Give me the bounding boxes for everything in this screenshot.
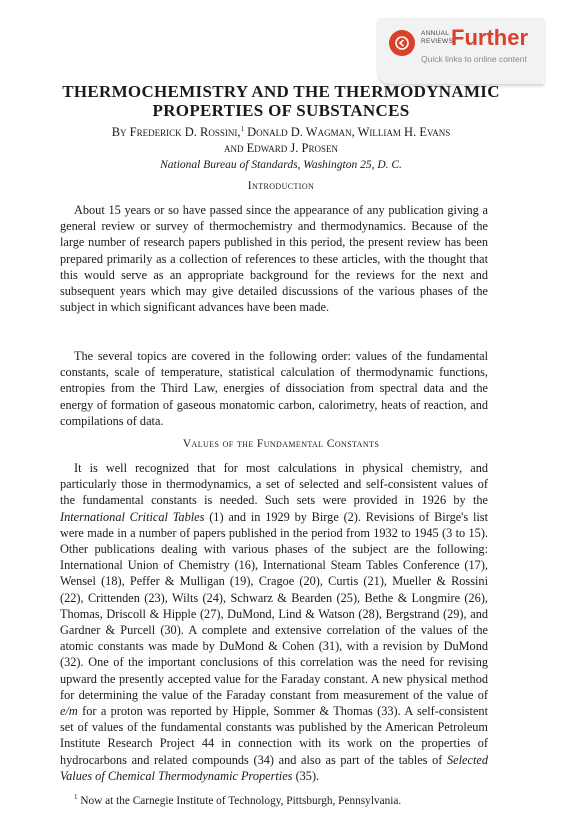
article-title bbox=[40, 82, 522, 120]
title-line-1: THERMOCHEMISTRY AND THE THERMODYNAMIC bbox=[62, 82, 500, 101]
by-word: By bbox=[111, 125, 127, 139]
author-list bbox=[40, 124, 522, 156]
footnote-ref: 1 bbox=[240, 124, 244, 133]
constants-paragraph: It is well recognized that for most calculations in physical chemistry, and particularly those in thermodynamics, a set of selected and self-consistent values of the fundamental constants is needed. Such sets were provided in 1926 by the International Critical Tables (1) and in 1929 by Birge (2). Revisions of Birge's list were made in a number of papers published in the period from 1932 to 1945 (3 to 15). Other publications dealing with various phases of the subject are the following: International Union of Chemistry (16), International Steam Tables Conference (17), Wensel (18), Peffer & Mulligan (19), Cragoe (20), Curtis (21), Mueller & Rossini (22), Crittenden (23), Wilts (24), Schwarz & Bearden (25), Bethe & Longmire (26), Thomas, Driscoll & Hipple (27), DuMond, Lind & Watson (28), Bergstrand (29), and Gardner & Purcell (30). A complete and extensive correlation of the values of the atomic constants was made by DuMond & Cohen (31), with a revision by DuMond (32). One of the important conclusions of this correlation was the need for revising upward the presently accepted value for the Faraday constant. A new physical method for determining the value of the Faraday constant from measurement of the value of e/m for a proton was reported by Hipple, Sommer & Thomas (33). A self-consistent set of values of the fundamental constants was published by the American Petroleum Institute Research Project 44 in connection with its work on the properties of hydrocarbons and related compounds (34) and also as part of the tables of Selected Values of Chemical Thermodynamic Properties (35). bbox=[60, 461, 489, 783]
footnote bbox=[60, 794, 488, 808]
further-subtitle: Quick links to online content bbox=[421, 54, 527, 64]
author-2-3: Donald D. Wagman, William H. Evans bbox=[247, 125, 451, 139]
intro-heading: Introduction bbox=[247, 180, 315, 192]
further-badge[interactable] bbox=[378, 18, 544, 84]
author-1: Frederick D. Rossini, bbox=[129, 125, 241, 139]
play-icon bbox=[389, 30, 415, 56]
author-4: and Edward J. Prosen bbox=[224, 141, 338, 155]
constants-heading: Values of the Fundamental Constants bbox=[182, 438, 380, 450]
ict-title: International Critical Tables bbox=[60, 509, 205, 524]
title-line-2: PROPERTIES OF SUBSTANCES bbox=[152, 101, 410, 120]
selected-values-title: Selected Values of Chemical Thermodynamic Properties bbox=[60, 752, 488, 783]
e-over-m: e/m bbox=[60, 704, 78, 719]
intro-paragraph-1: About 15 years or so have passed since the appearance of any publication giving a general review or survey of thermochemistry and thermodynamics. Because of the large number of research papers published in this period, the present review has been prepared primarily as a collection of references to these articles, with the thought that this would serve as an appropriate background for the reviews for the next and subsequent years which may give detailed discussions of the various phases of the subject in which significant advances have been made. bbox=[60, 203, 488, 315]
intro-paragraph-2: The several topics are covered in the following order: values of the fundamental constants, scale of temperature, statistical calculation of thermodynamic functions, entropies from the Third Law, energies of dissociation from spectral data and the energy of formation of gaseous monatomic carbon, calorimetry, heats of reaction, and compilations of data. bbox=[60, 349, 488, 428]
footnote-text: Now at the Carnegie Institute of Technology, Pittsburgh, Pennsylvania. bbox=[80, 795, 402, 807]
annual-reviews-logo: ANNUAL REVIEWS bbox=[421, 30, 454, 45]
further-label: Further bbox=[451, 25, 528, 50]
footnote-mark: 1 bbox=[74, 793, 78, 802]
affiliation: National Bureau of Standards, Washington 25, D. C. bbox=[160, 159, 402, 171]
